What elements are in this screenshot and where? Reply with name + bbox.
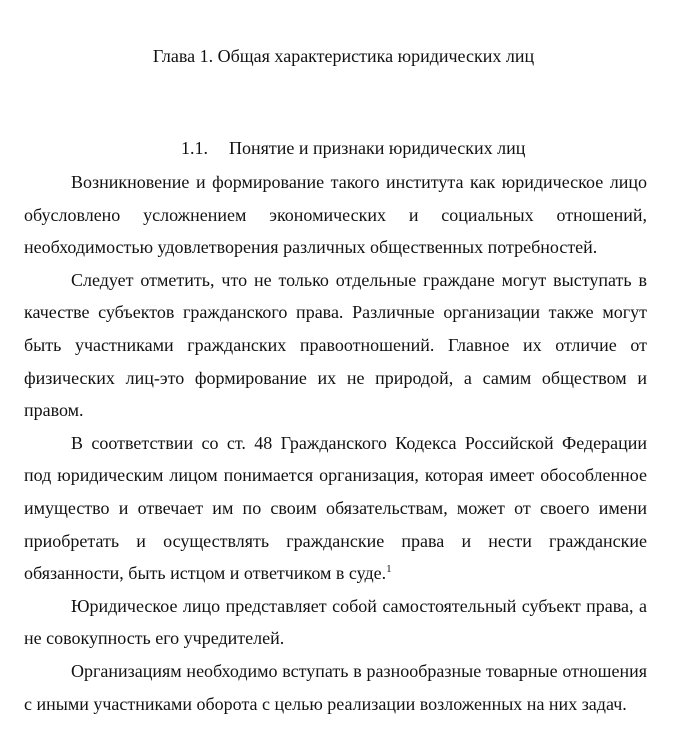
section-number: 1.1. — [181, 138, 208, 158]
section-heading — [181, 136, 525, 160]
paragraph: Следует отметить, что не только отдельные граждане могут выступать в качестве субъектов гражданского права. Различные организации также могут быть участниками гражданских правоотношений. Главное их отличие от физических лиц-это формирование их не природой, а самим обществом и правом. — [24, 269, 647, 421]
chapter-title: Глава 1. Общая характеристика юридических лиц — [152, 46, 535, 66]
paragraph — [24, 427, 647, 590]
footnote-marker[interactable]: 1 — [386, 563, 392, 576]
paragraph: Юридическое лицо представляет собой самостоятельный субъект права, а не совокупность его учредителей. — [24, 595, 647, 649]
body-text — [24, 166, 647, 720]
paragraph: Возникновение и формирование такого института как юридическое лицо обусловлено усложнением экономических и социальных отношений, необходимостью удовлетворения различных общественных потребностей. — [24, 172, 647, 258]
paragraph: Организациям необходимо вступать в разнообразные товарные отношения с иными участниками оборота с целью реализации возложенных на них задач. — [24, 660, 647, 714]
paragraph-text: В соответствии со ст. 48 Гражданского Кодекса Российской Федерации под юридическим лицом понимается организация, которая имеет обособленное имущество и отвечает им по своим обязательствам, может от своего имени приобретать и осуществлять гражданские права и нести гражданские обязанности, быть истцом и ответчиком в суде. — [24, 432, 647, 584]
section-title: Понятие и признаки юридических лиц — [229, 138, 526, 158]
